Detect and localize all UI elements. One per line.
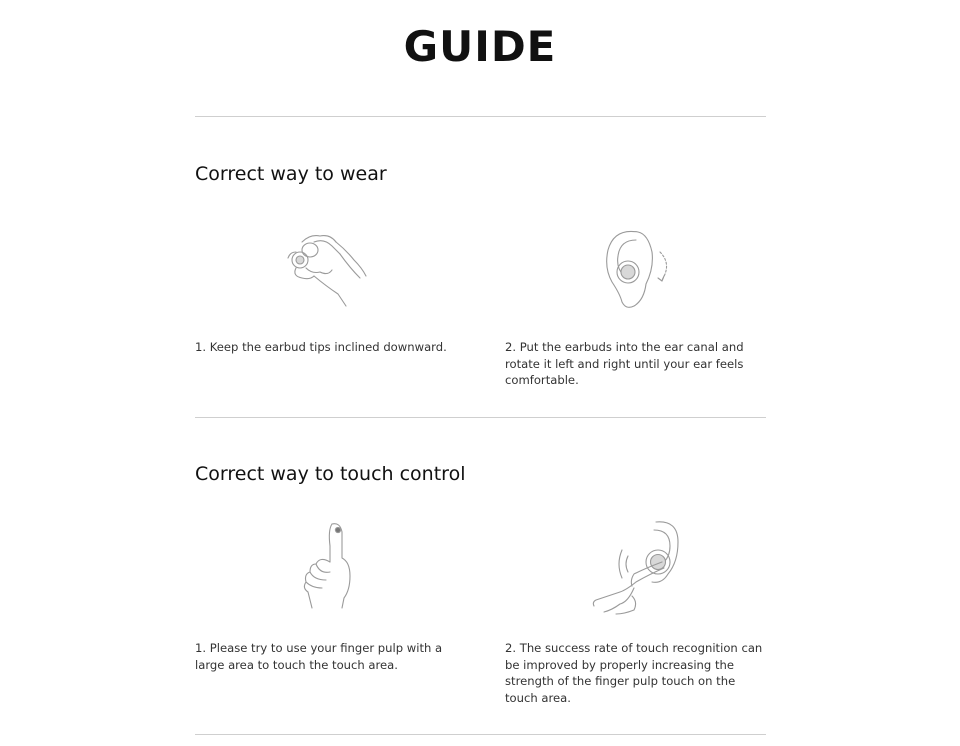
caption-touch-1: 1. Please try to use your finger pulp with a large area to touch the touch area.: [195, 641, 443, 672]
finger-pulp-icon: [298, 518, 358, 610]
divider: [195, 417, 766, 418]
divider: [195, 734, 766, 735]
hand-holding-earbud-icon: [280, 228, 370, 308]
ear-rotate-earbud-icon: [600, 228, 680, 310]
caption-touch-2: 2. The success rate of touch recognition can be improved by properly increasing the strength of the finger pulp touch on the touch area.: [505, 641, 763, 705]
section-heading-wear: Correct way to wear: [195, 163, 387, 185]
divider: [195, 116, 766, 117]
caption-wear-2: 2. Put the earbuds into the ear canal and rotate it left and right until your ear feels comfortable.: [505, 340, 744, 387]
section-heading-touch: Correct way to touch control: [195, 463, 466, 485]
caption-wear-1: 1. Keep the earbud tips inclined downward.: [195, 340, 447, 354]
page-title: GUIDE: [403, 22, 557, 71]
finger-touch-earbud-icon: [590, 518, 686, 616]
